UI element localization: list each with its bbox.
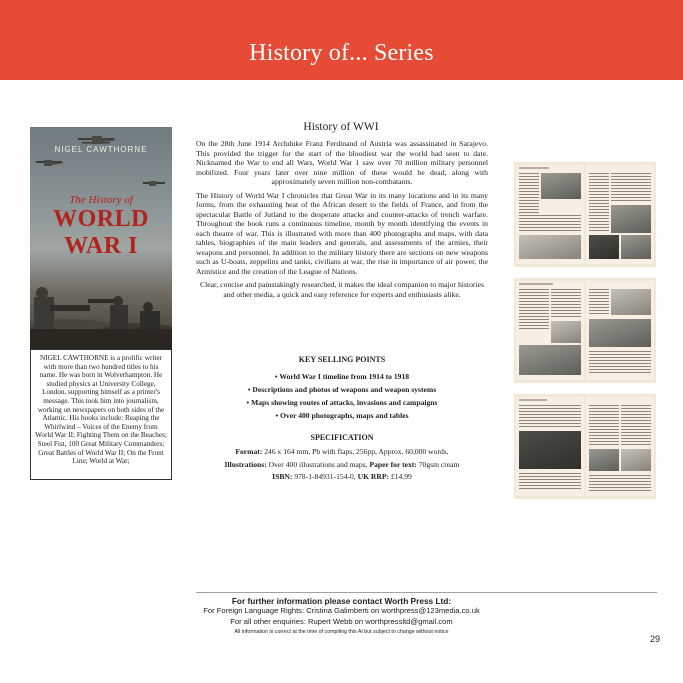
ksp-item: • Maps showing routes of attacks, invasions and campaigns — [246, 398, 438, 407]
spread-page-right — [586, 397, 654, 496]
sample-spread-3 — [514, 394, 656, 499]
photo — [551, 321, 581, 343]
running-head — [519, 399, 547, 401]
spec-illustrations-label: Illustrations: — [224, 459, 267, 469]
text-column — [611, 173, 651, 203]
footer-disclaimer: All information is correct at the time of compiling this AI but subject to change without notice — [234, 629, 449, 635]
photo — [519, 431, 581, 469]
cover-author: NIGEL CAWTHORNE — [54, 145, 148, 154]
biplane-illustration-3 — [140, 179, 170, 189]
author-bio-box: NIGEL CAWTHORNE is a prolific writer with more than two hundred titles to his name. He was born in Wolverhampton. He studied physics at University College, London, supporting himself as a printer's message. This took him into journalism, working on newspapers on both sides of the Atlantic. His books include: Reaping the Whirlwind – Voices of the Enemy from World War II; Fighting Them on the Beaches; Steel Fist, 100 Great Military Commanders; Great Battles of World War II; On the Front Line; World at War; — [30, 349, 172, 480]
spread-page-left — [516, 281, 584, 380]
spread-page-left — [516, 397, 584, 496]
page-number: 29 — [650, 634, 661, 644]
sample-spreads — [514, 162, 656, 510]
series-header-banner — [0, 0, 683, 80]
spec-isbn-value: 978-1-84931-154-0, — [292, 472, 358, 481]
text-column — [589, 351, 651, 375]
running-head — [519, 167, 549, 169]
text-column — [589, 173, 609, 233]
series-title: History of... Series — [249, 40, 434, 66]
cover-title-small: The History of — [69, 194, 133, 206]
text-column — [519, 405, 581, 427]
photo — [611, 289, 651, 315]
biplane-illustration-2 — [32, 157, 66, 169]
footer-other-enquiries: For all other enquiries: Rupert Webb on worthpressltd@gmail.com — [230, 616, 453, 626]
ksp-heading: KEY SELLING POINTS — [298, 355, 386, 364]
spec-illustrations — [196, 459, 488, 472]
ksp-item: • World War I timeline from 1914 to 1918 — [274, 372, 410, 381]
key-selling-points — [196, 355, 488, 484]
text-column — [551, 289, 581, 319]
text-column — [519, 215, 581, 233]
spec-format-label: Format: — [235, 447, 263, 456]
sample-spread-1 — [514, 162, 656, 267]
footer-contact — [196, 596, 487, 637]
spec-paper-value: 70gsm cream — [416, 459, 460, 469]
text-column — [519, 473, 581, 491]
spec-rrp-value: £14.99 — [389, 472, 412, 481]
text-column — [519, 173, 539, 213]
spec-format-value: 246 x 164 mm, Pb with flaps, 256pp, Approx. 60,000 words, — [262, 447, 449, 456]
photo — [519, 235, 581, 259]
specification-heading: SPECIFICATION — [310, 433, 374, 442]
photo — [589, 235, 619, 259]
soldiers-illustration — [30, 267, 172, 349]
article-title: History of WWI — [303, 121, 379, 133]
spec-isbn-label: ISBN: — [272, 472, 293, 481]
photo — [589, 319, 651, 347]
cover-title-line-1: WORLD — [53, 206, 149, 232]
photo — [611, 205, 651, 233]
photo — [621, 235, 651, 259]
photo — [589, 449, 619, 471]
spec-rrp-label: UK RRP: — [357, 472, 390, 481]
footer-divider — [196, 592, 657, 593]
running-head — [519, 283, 553, 285]
spec-illustrations-value: Over 400 illustrations and maps, — [266, 459, 370, 469]
photo — [621, 449, 651, 471]
spec-format — [196, 446, 488, 459]
spec-paper-label: Paper for text: — [369, 459, 417, 469]
article-paragraph-3: Clear, concise and painstakingly researched, it makes the ideal companion to major histories and other media, a quick and easy reference for experts and enthusiasts alike. — [199, 280, 485, 299]
photo — [519, 345, 581, 375]
text-column — [589, 475, 651, 491]
text-column — [589, 405, 619, 445]
text-column — [589, 289, 609, 315]
article-paragraph-1: On the 28th June 1914 Archduke Franz Ferdinand of Austria was assassinated in Sarajevo. This provided the trigger for the start of the bloodiest war the world had seen to date. Nicknamed the War to end all Wars, World War 1 saw over 70 million military personnel mobilized. Four years later over nine million of these would be dead, along with approximately seven million non-combatants. — [196, 139, 488, 186]
spread-page-left — [516, 165, 584, 264]
sample-spread-2 — [514, 278, 656, 383]
book-cover — [30, 127, 172, 349]
footer-foreign-rights: For Foreign Language Rights: Cristina Galimberti on worthpress@123media.co.uk — [203, 606, 480, 615]
ksp-item: • Descriptions and photos of weapons and weapon systems — [247, 385, 437, 394]
article-body — [196, 139, 488, 303]
text-column — [519, 289, 549, 331]
cover-title-line-2: WAR I — [64, 233, 138, 259]
spec-isbn — [196, 471, 488, 484]
spread-page-right — [586, 281, 654, 380]
spread-page-right — [586, 165, 654, 264]
footer-contact-heading: For further information please contact Worth Press Ltd: — [231, 596, 452, 606]
ksp-item: • Over 400 photographs, maps and tables — [275, 411, 409, 420]
text-column — [621, 405, 651, 445]
photo — [541, 173, 581, 199]
article-paragraph-2: The History of World War I chronicles that Great War in its many locations and in its many forms, from the exhausting heat of the African desert to the fields of France, and from the spectacular Battle of Jutland to the desperate attacks and counter-attacks of trench warfare. Throughout the book runs a continuous timeline, month by month identifying the events in each theatre of war. This is illustrated with more than 400 photographs and maps, with data tables, biographies of the main leaders and generals, and assessments of the armies, their weapons and personnel. In addition to the military history there are sections on new weapons such as U-boats, zeppelins and tanks, civilians at war, the rise in importance of air power, the Armistice and the creation of the League of Nations. — [196, 190, 488, 276]
